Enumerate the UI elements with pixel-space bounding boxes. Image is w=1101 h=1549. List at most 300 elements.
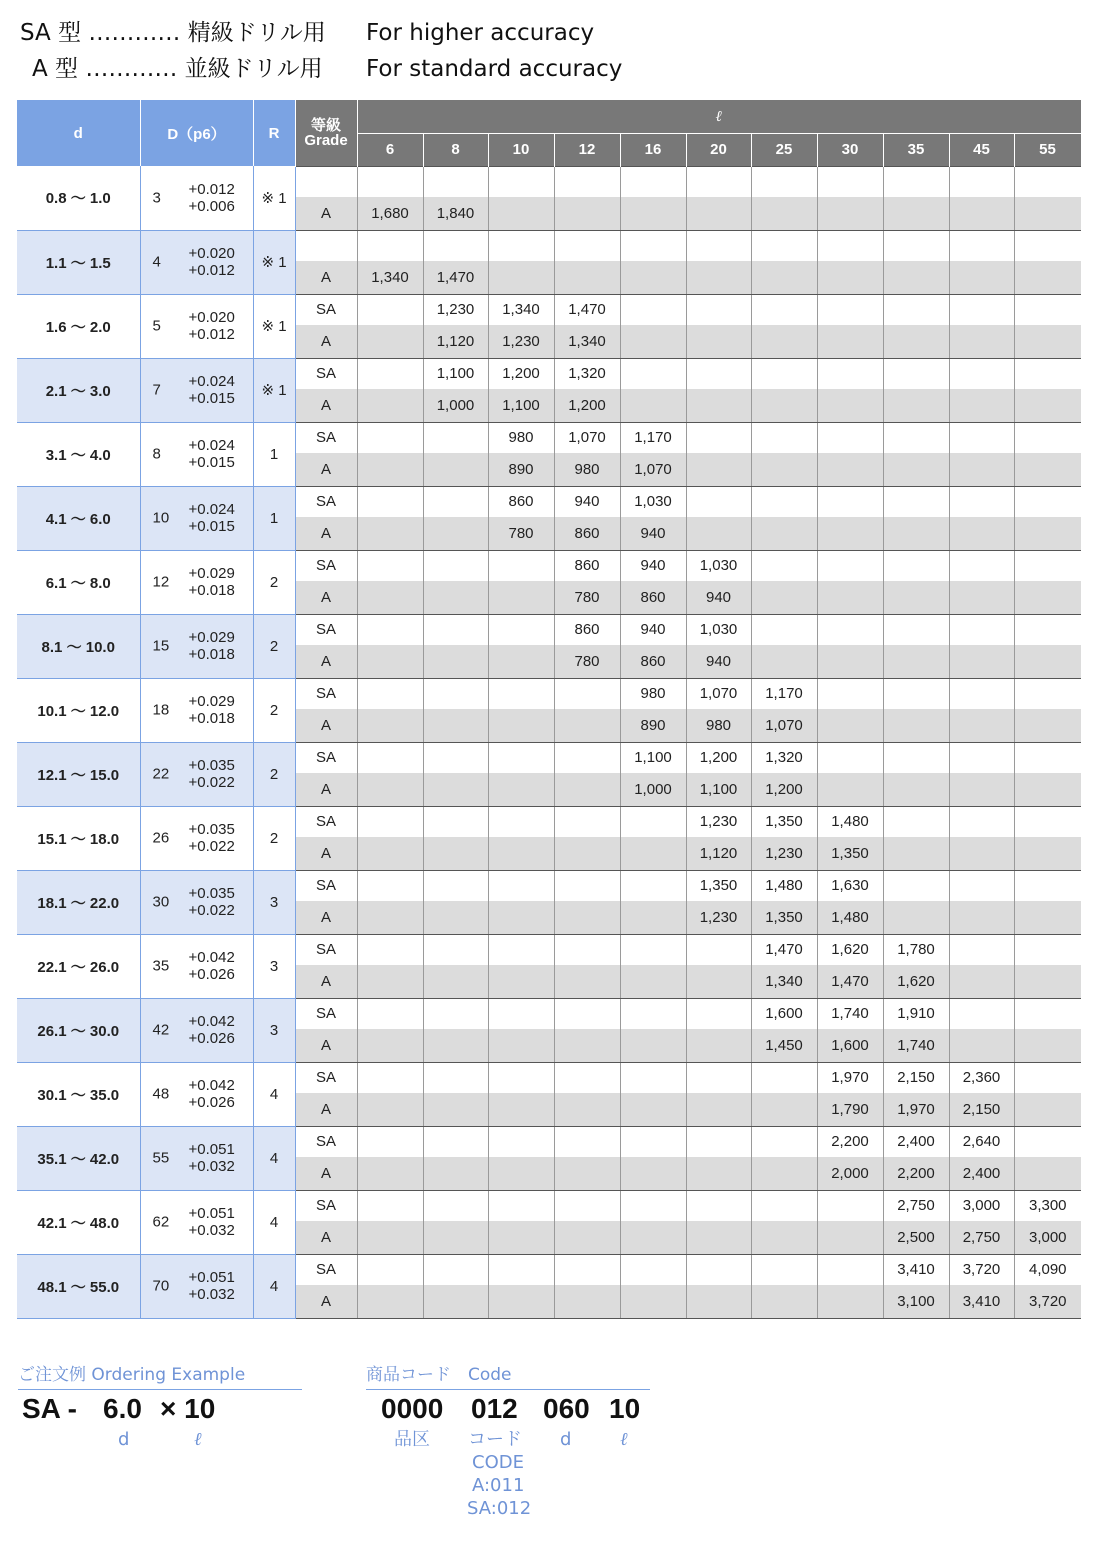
cell-R: 1 xyxy=(253,486,295,550)
cell-price xyxy=(883,614,949,645)
cell-price xyxy=(554,261,620,294)
cell-price xyxy=(686,998,751,1029)
cell-price xyxy=(817,230,883,261)
cell-grade: SA xyxy=(295,1062,357,1093)
cell-price: 1,780 xyxy=(883,934,949,965)
cell-price xyxy=(1014,517,1081,550)
cell-price xyxy=(1014,998,1081,1029)
cell-D-tolerance xyxy=(140,422,253,486)
cell-price xyxy=(488,550,554,581)
table-row xyxy=(17,934,1081,965)
cell-tolerance xyxy=(189,1269,235,1303)
cell-price: 1,470 xyxy=(423,261,488,294)
tolerance-lower: +0.015 xyxy=(188,390,235,407)
cell-price xyxy=(357,1285,423,1318)
cell-price: 1,470 xyxy=(817,965,883,998)
cell-price: 1,100 xyxy=(686,773,751,806)
cell-grade: SA xyxy=(295,1190,357,1221)
cell-price: 860 xyxy=(554,517,620,550)
cell-price xyxy=(817,773,883,806)
cell-price xyxy=(817,486,883,517)
cell-price: 780 xyxy=(554,581,620,614)
length-header-1: 8 xyxy=(423,133,488,166)
cell-price: 1,030 xyxy=(686,614,751,645)
col-header-grade-en: Grade xyxy=(304,131,348,149)
cell-d-range: 42.1 〜 48.0 xyxy=(17,1190,140,1254)
cell-price xyxy=(554,1190,620,1221)
tolerance-lower: +0.026 xyxy=(188,1094,235,1111)
cell-R: 3 xyxy=(253,870,295,934)
cell-price xyxy=(751,358,817,389)
cell-price xyxy=(817,550,883,581)
cell-grade: SA xyxy=(295,550,357,581)
cell-price xyxy=(423,166,488,197)
cell-R: 4 xyxy=(253,1062,295,1126)
cell-price: 3,720 xyxy=(949,1254,1014,1285)
cell-price xyxy=(949,550,1014,581)
cell-price xyxy=(1014,581,1081,614)
cell-price: 1,600 xyxy=(817,1029,883,1062)
cell-price: 3,410 xyxy=(883,1254,949,1285)
cell-price: 2,000 xyxy=(817,1157,883,1190)
table-row xyxy=(17,422,1081,453)
cell-price xyxy=(686,1190,751,1221)
cell-price xyxy=(686,166,751,197)
cell-price xyxy=(949,837,1014,870)
cell-price xyxy=(423,1062,488,1093)
cell-price xyxy=(423,645,488,678)
cell-price xyxy=(554,998,620,1029)
cell-price xyxy=(1014,901,1081,934)
cell-price xyxy=(883,389,949,422)
cell-price xyxy=(620,358,686,389)
cell-price: 890 xyxy=(620,709,686,742)
cell-price xyxy=(554,1126,620,1157)
cell-price: 940 xyxy=(686,581,751,614)
cell-grade: A xyxy=(295,1157,357,1190)
cell-D-value: 18 xyxy=(152,701,170,719)
tolerance-upper: +0.024 xyxy=(188,501,235,518)
cell-tolerance xyxy=(189,181,235,215)
cell-price xyxy=(1014,678,1081,709)
cell-price xyxy=(423,773,488,806)
cell-price xyxy=(423,1029,488,1062)
cell-price xyxy=(423,1254,488,1285)
cell-price xyxy=(751,517,817,550)
cell-price xyxy=(686,1254,751,1285)
cell-D-value: 48 xyxy=(152,1085,170,1103)
cell-price xyxy=(751,294,817,325)
cell-grade: SA xyxy=(295,358,357,389)
cell-price xyxy=(488,709,554,742)
cell-grade xyxy=(295,166,357,197)
cell-price xyxy=(686,934,751,965)
cell-price: 1,470 xyxy=(554,294,620,325)
tolerance-lower: +0.022 xyxy=(188,838,235,855)
cell-price xyxy=(423,965,488,998)
cell-price xyxy=(686,325,751,358)
cell-grade: A xyxy=(295,1285,357,1318)
cell-d-range: 15.1 〜 18.0 xyxy=(17,806,140,870)
cell-price xyxy=(751,389,817,422)
cell-price: 1,230 xyxy=(488,325,554,358)
cell-price: 1,170 xyxy=(751,678,817,709)
cell-price xyxy=(357,358,423,389)
cell-price xyxy=(357,1190,423,1221)
length-header-7: 30 xyxy=(817,133,883,166)
cell-price: 2,200 xyxy=(817,1126,883,1157)
cell-d-range: 35.1 〜 42.0 xyxy=(17,1126,140,1190)
cell-d-range: 26.1 〜 30.0 xyxy=(17,998,140,1062)
cell-price xyxy=(423,678,488,709)
ordering-l-value: × 10 xyxy=(160,1393,216,1424)
cell-d-range: 22.1 〜 26.0 xyxy=(17,934,140,998)
cell-price xyxy=(357,742,423,773)
cell-price xyxy=(1014,422,1081,453)
cell-price xyxy=(357,166,423,197)
cell-price xyxy=(488,742,554,773)
cell-price xyxy=(357,1093,423,1126)
cell-price xyxy=(751,581,817,614)
cell-price xyxy=(423,517,488,550)
cell-price: 1,600 xyxy=(751,998,817,1029)
header-a-jp: A 型 ………… 並級ドリル用 xyxy=(32,56,323,82)
cell-price xyxy=(488,1190,554,1221)
cell-price xyxy=(949,678,1014,709)
cell-price xyxy=(1014,742,1081,773)
cell-D-value: 55 xyxy=(152,1149,170,1167)
cell-price: 1,840 xyxy=(423,197,488,230)
table-row xyxy=(17,678,1081,709)
length-header-3: 12 xyxy=(554,133,620,166)
cell-price xyxy=(620,230,686,261)
table-row xyxy=(17,486,1081,517)
tolerance-lower: +0.015 xyxy=(188,518,235,535)
cell-price: 1,340 xyxy=(751,965,817,998)
cell-price xyxy=(488,806,554,837)
cell-price xyxy=(554,230,620,261)
cell-price xyxy=(686,1221,751,1254)
cell-price xyxy=(357,998,423,1029)
cell-price xyxy=(686,1062,751,1093)
cell-grade: SA xyxy=(295,742,357,773)
code-label-l: ℓ xyxy=(620,1429,628,1450)
cell-price: 1,630 xyxy=(817,870,883,901)
cell-price xyxy=(883,901,949,934)
cell-d-range: 48.1 〜 55.0 xyxy=(17,1254,140,1318)
cell-D-value: 62 xyxy=(152,1213,170,1231)
tolerance-upper: +0.042 xyxy=(188,1077,235,1094)
cell-price xyxy=(751,645,817,678)
cell-price xyxy=(423,709,488,742)
cell-price xyxy=(686,1126,751,1157)
cell-price xyxy=(883,806,949,837)
cell-D-tolerance xyxy=(140,870,253,934)
col-header-length: ℓ xyxy=(357,100,1081,133)
cell-price xyxy=(488,678,554,709)
ordering-prefix: SA - xyxy=(22,1393,77,1424)
cell-price: 940 xyxy=(686,645,751,678)
cell-D-value: 12 xyxy=(152,573,170,591)
cell-price xyxy=(423,870,488,901)
cell-price xyxy=(423,1157,488,1190)
header-line-sa xyxy=(20,18,595,48)
cell-price xyxy=(488,773,554,806)
cell-price: 1,970 xyxy=(883,1093,949,1126)
cell-price xyxy=(488,230,554,261)
cell-price xyxy=(488,645,554,678)
cell-price: 860 xyxy=(554,614,620,645)
cell-price xyxy=(620,901,686,934)
cell-price xyxy=(620,934,686,965)
cell-price xyxy=(883,742,949,773)
cell-price xyxy=(817,325,883,358)
cell-D-tolerance xyxy=(140,1126,253,1190)
cell-price xyxy=(883,453,949,486)
cell-price xyxy=(554,773,620,806)
cell-price xyxy=(817,581,883,614)
cell-price xyxy=(620,1221,686,1254)
cell-price xyxy=(488,965,554,998)
cell-price xyxy=(554,678,620,709)
cell-price xyxy=(751,550,817,581)
cell-price xyxy=(751,486,817,517)
cell-price xyxy=(357,614,423,645)
cell-price xyxy=(554,1093,620,1126)
tolerance-upper: +0.020 xyxy=(188,309,235,326)
cell-price xyxy=(949,197,1014,230)
cell-price xyxy=(1014,325,1081,358)
cell-price xyxy=(817,422,883,453)
cell-tolerance xyxy=(189,757,235,791)
cell-price xyxy=(488,1285,554,1318)
table-row xyxy=(17,1126,1081,1157)
tolerance-upper: +0.042 xyxy=(188,1013,235,1030)
tolerance-upper: +0.051 xyxy=(188,1205,235,1222)
cell-price: 2,640 xyxy=(949,1126,1014,1157)
cell-price xyxy=(488,934,554,965)
cell-price xyxy=(751,422,817,453)
cell-price xyxy=(554,1285,620,1318)
cell-price xyxy=(357,389,423,422)
cell-price xyxy=(949,261,1014,294)
cell-price: 780 xyxy=(554,645,620,678)
cell-price xyxy=(620,837,686,870)
cell-grade: SA xyxy=(295,614,357,645)
cell-price xyxy=(686,1093,751,1126)
cell-R: 2 xyxy=(253,678,295,742)
cell-price xyxy=(357,709,423,742)
cell-price xyxy=(686,486,751,517)
cell-price: 980 xyxy=(488,422,554,453)
cell-D-tolerance xyxy=(140,742,253,806)
cell-price xyxy=(817,645,883,678)
cell-price xyxy=(686,389,751,422)
cell-price: 1,070 xyxy=(686,678,751,709)
cell-price xyxy=(1014,1029,1081,1062)
cell-price: 1,000 xyxy=(620,773,686,806)
cell-price xyxy=(751,1190,817,1221)
cell-D-value: 7 xyxy=(152,381,161,399)
cell-price xyxy=(686,230,751,261)
cell-price xyxy=(554,837,620,870)
cell-price: 1,790 xyxy=(817,1093,883,1126)
cell-price: 1,230 xyxy=(751,837,817,870)
cell-price: 1,480 xyxy=(751,870,817,901)
ordering-d-value: 6.0 xyxy=(103,1393,142,1424)
code-part-4: 10 xyxy=(609,1393,641,1424)
cell-price xyxy=(949,709,1014,742)
cell-price xyxy=(488,1093,554,1126)
cell-grade: SA xyxy=(295,422,357,453)
tolerance-lower: +0.026 xyxy=(188,1030,235,1047)
ordering-underline xyxy=(18,1389,302,1390)
cell-price xyxy=(357,230,423,261)
cell-price xyxy=(686,358,751,389)
cell-price xyxy=(883,581,949,614)
length-header-6: 25 xyxy=(751,133,817,166)
cell-price xyxy=(1014,934,1081,965)
cell-D-tolerance xyxy=(140,486,253,550)
cell-price xyxy=(949,294,1014,325)
cell-price xyxy=(620,294,686,325)
cell-grade: A xyxy=(295,325,357,358)
cell-price xyxy=(686,261,751,294)
cell-D-value: 4 xyxy=(152,253,161,271)
cell-grade: A xyxy=(295,261,357,294)
table-row xyxy=(17,1062,1081,1093)
cell-price xyxy=(423,614,488,645)
table-row xyxy=(17,358,1081,389)
cell-price xyxy=(949,806,1014,837)
cell-price xyxy=(620,806,686,837)
tolerance-upper: +0.029 xyxy=(188,693,235,710)
cell-d-range: 0.8 〜 1.0 xyxy=(17,166,140,230)
cell-price xyxy=(1014,1157,1081,1190)
cell-price xyxy=(817,742,883,773)
cell-price xyxy=(949,422,1014,453)
cell-R: 4 xyxy=(253,1190,295,1254)
cell-price xyxy=(423,550,488,581)
cell-price xyxy=(751,1062,817,1093)
cell-price xyxy=(883,645,949,678)
cell-price: 1,470 xyxy=(751,934,817,965)
cell-D-value: 8 xyxy=(152,445,161,463)
cell-grade: A xyxy=(295,773,357,806)
cell-price xyxy=(423,837,488,870)
cell-price xyxy=(751,325,817,358)
col-header-R: R xyxy=(253,100,295,166)
cell-price xyxy=(357,294,423,325)
cell-D-tolerance xyxy=(140,614,253,678)
cell-price: 1,120 xyxy=(423,325,488,358)
cell-price xyxy=(357,678,423,709)
length-header-2: 10 xyxy=(488,133,554,166)
cell-price xyxy=(686,453,751,486)
cell-grade: SA xyxy=(295,486,357,517)
tolerance-lower: +0.012 xyxy=(188,262,235,279)
cell-price xyxy=(554,965,620,998)
cell-price xyxy=(357,1157,423,1190)
cell-price xyxy=(751,197,817,230)
cell-price xyxy=(423,1126,488,1157)
cell-price xyxy=(949,358,1014,389)
cell-price xyxy=(620,1285,686,1318)
cell-price: 1,070 xyxy=(554,422,620,453)
cell-price xyxy=(1014,1093,1081,1126)
cell-price: 1,910 xyxy=(883,998,949,1029)
cell-D-tolerance xyxy=(140,1062,253,1126)
cell-d-range: 12.1 〜 15.0 xyxy=(17,742,140,806)
length-header-10: 55 xyxy=(1014,133,1081,166)
cell-price xyxy=(620,166,686,197)
table-row xyxy=(17,806,1081,837)
cell-price: 2,200 xyxy=(883,1157,949,1190)
cell-price: 860 xyxy=(620,645,686,678)
cell-tolerance xyxy=(189,1205,235,1239)
cell-price xyxy=(817,389,883,422)
cell-price xyxy=(1014,614,1081,645)
cell-D-value: 22 xyxy=(152,765,170,783)
cell-d-range: 10.1 〜 12.0 xyxy=(17,678,140,742)
cell-price xyxy=(949,517,1014,550)
cell-price xyxy=(1014,486,1081,517)
cell-R: 4 xyxy=(253,1126,295,1190)
cell-price: 1,680 xyxy=(357,197,423,230)
cell-price: 860 xyxy=(554,550,620,581)
cell-tolerance xyxy=(189,1141,235,1175)
tolerance-upper: +0.024 xyxy=(188,373,235,390)
cell-d-range: 2.1 〜 3.0 xyxy=(17,358,140,422)
cell-price xyxy=(883,422,949,453)
ordering-title: ご注文例 Ordering Example xyxy=(18,1365,246,1385)
table-row xyxy=(17,550,1081,581)
cell-price: 1,230 xyxy=(686,806,751,837)
tolerance-lower: +0.006 xyxy=(188,197,235,215)
length-header-0: 6 xyxy=(357,133,423,166)
cell-price: 1,070 xyxy=(751,709,817,742)
cell-tolerance xyxy=(189,821,235,855)
cell-price xyxy=(357,1062,423,1093)
cell-price xyxy=(1014,550,1081,581)
cell-price xyxy=(423,581,488,614)
price-table xyxy=(17,100,1082,1319)
cell-R: ※ 1 xyxy=(253,230,295,294)
cell-price: 1,620 xyxy=(817,934,883,965)
cell-price: 1,100 xyxy=(620,742,686,773)
cell-price xyxy=(817,614,883,645)
cell-price xyxy=(1014,645,1081,678)
cell-price xyxy=(357,581,423,614)
cell-grade: A xyxy=(295,197,357,230)
cell-price xyxy=(751,1157,817,1190)
cell-price xyxy=(1014,1126,1081,1157)
cell-D-tolerance xyxy=(140,358,253,422)
cell-price xyxy=(620,1157,686,1190)
cell-price xyxy=(751,261,817,294)
cell-price xyxy=(883,773,949,806)
cell-price xyxy=(357,645,423,678)
cell-price xyxy=(620,197,686,230)
cell-grade: A xyxy=(295,453,357,486)
cell-price: 2,150 xyxy=(949,1093,1014,1126)
cell-grade: SA xyxy=(295,870,357,901)
cell-D-value: 26 xyxy=(152,829,170,847)
table-row xyxy=(17,742,1081,773)
cell-price: 1,350 xyxy=(751,901,817,934)
cell-tolerance xyxy=(189,1013,235,1047)
cell-d-range: 1.6 〜 2.0 xyxy=(17,294,140,358)
